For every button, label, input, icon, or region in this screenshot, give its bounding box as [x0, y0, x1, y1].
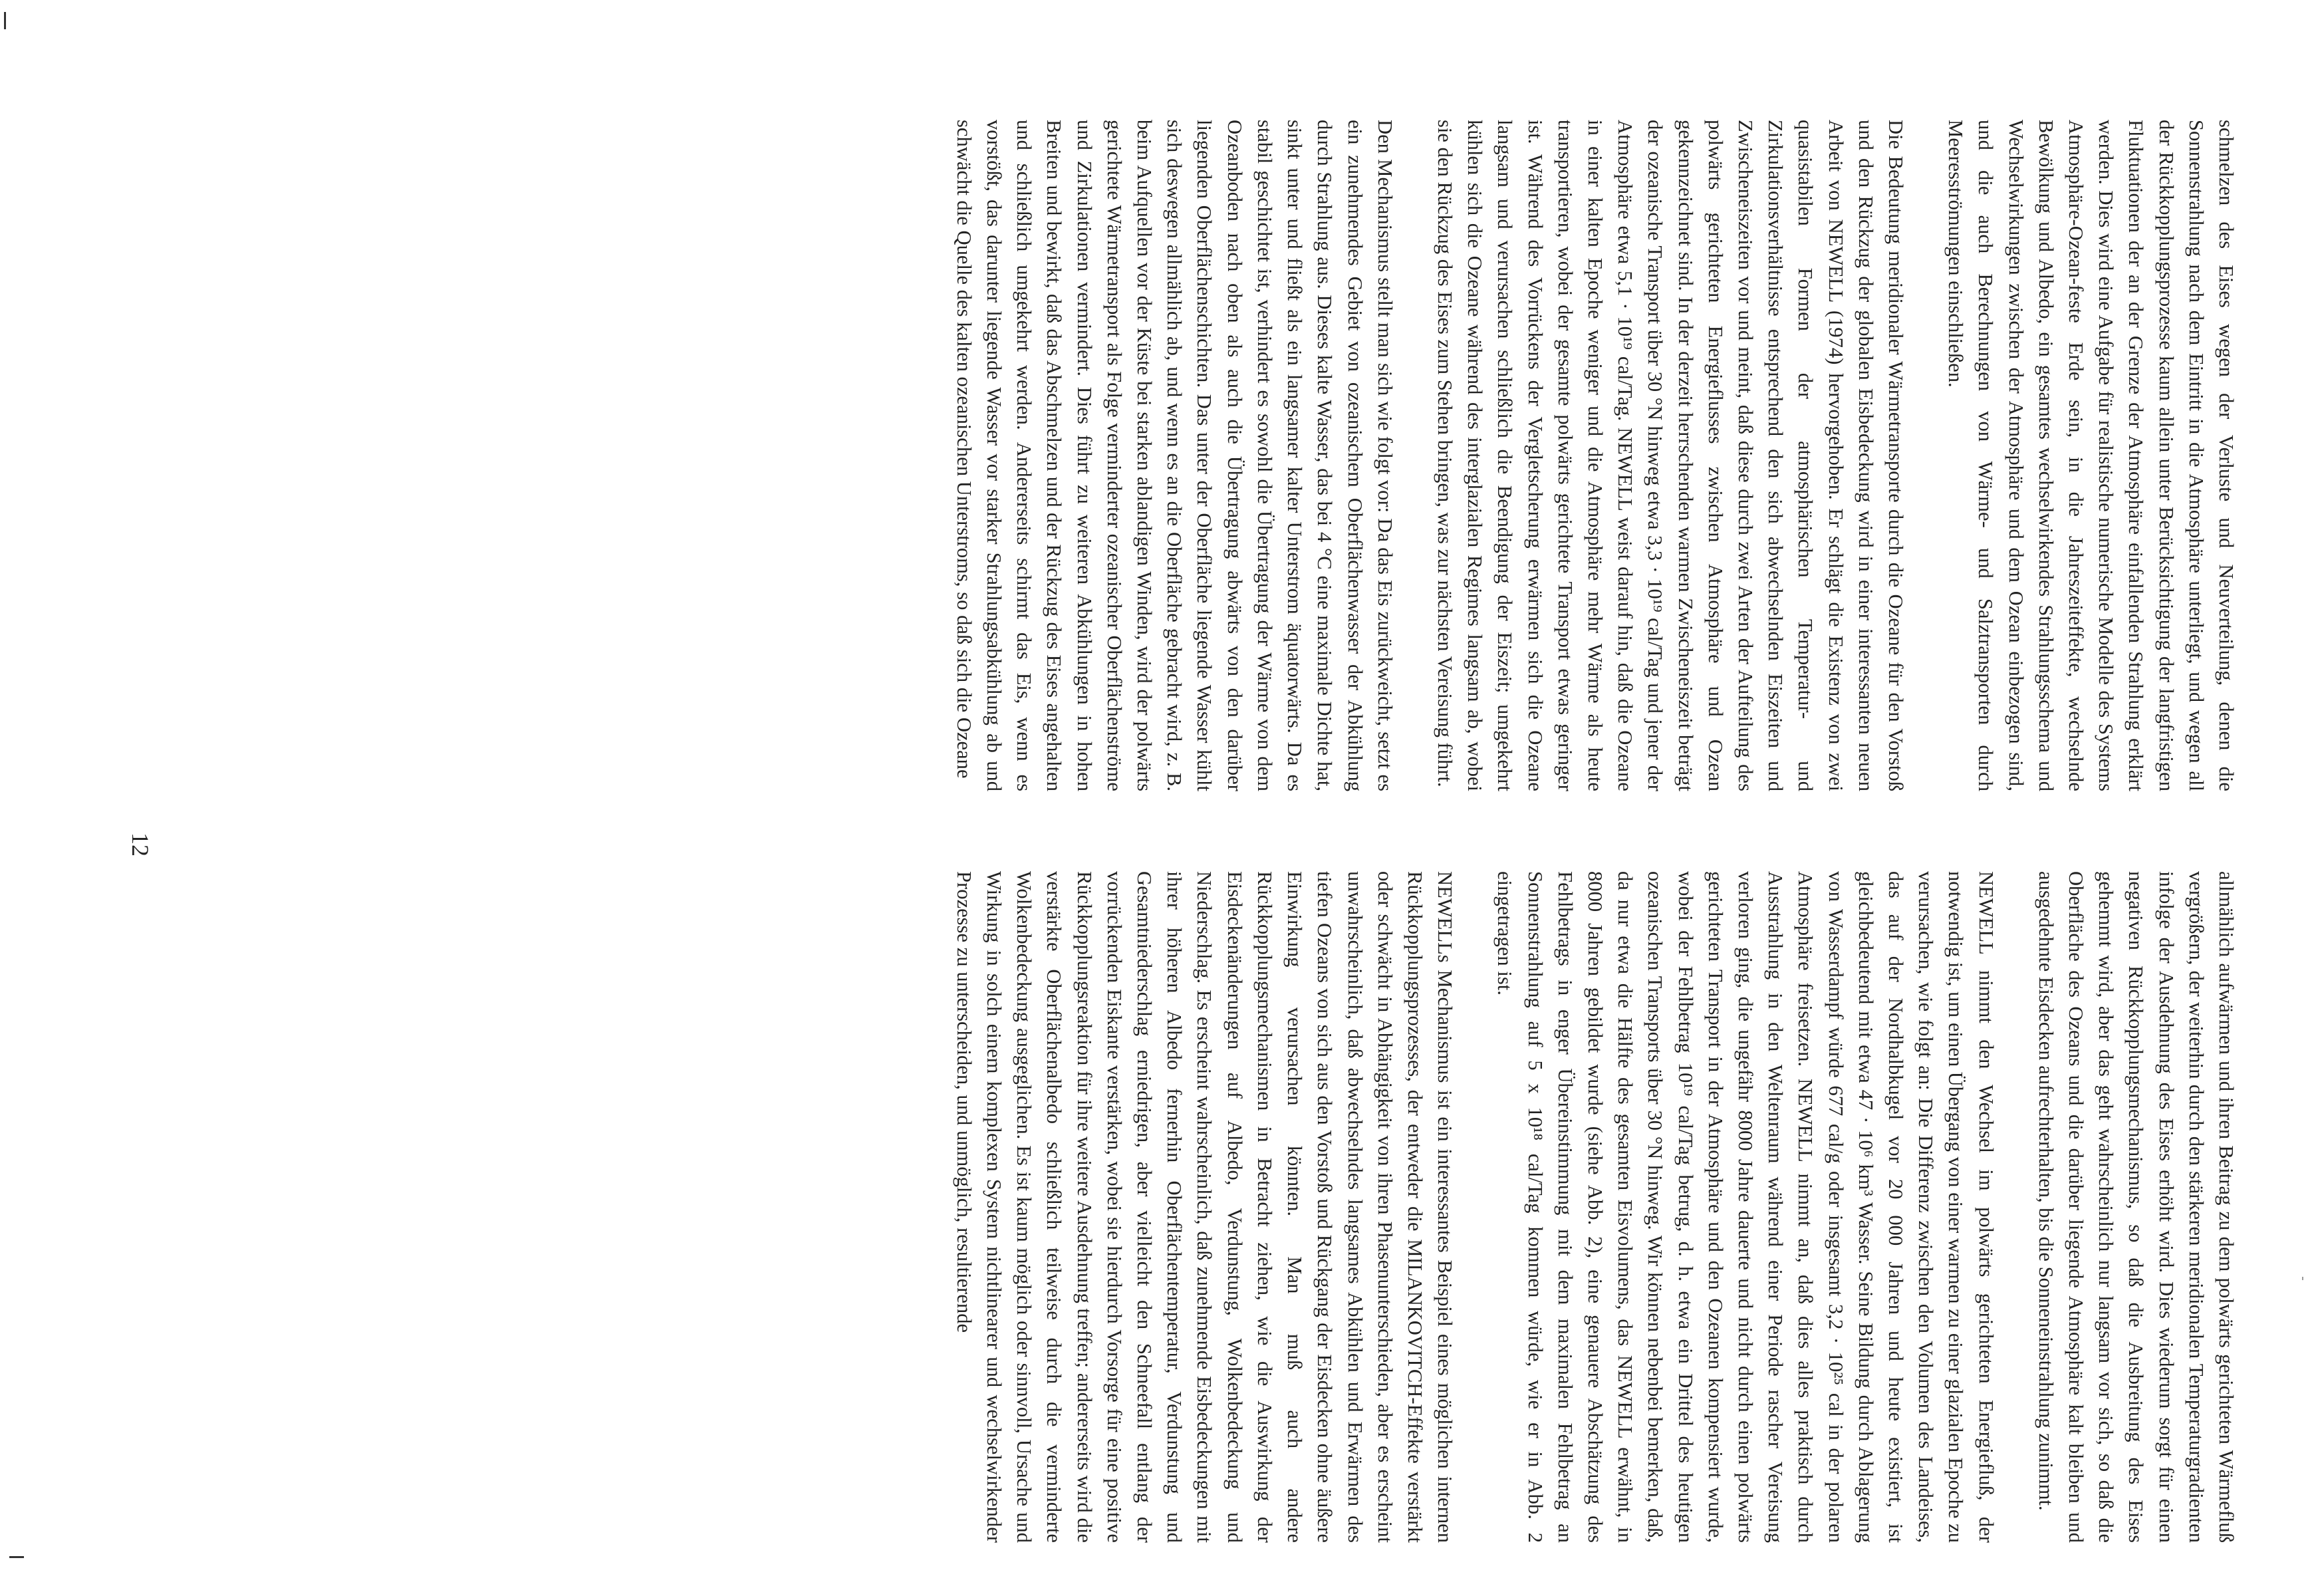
- scan-speck: [2302, 1277, 2303, 1280]
- paragraph: NEWELL nimmt den Wechsel im polwärts gerichteten Energiefluß, der notwendig ist, um einen Übergang von einer warmen zu einer glazialen Epoche zu verursachen, wie folgt an: Die Differenz zwischen den Volumen des Landeises, das auf der Nordhalbkugel vor 20 000 Jahren und heute existiert, ist gleichbedeutend mit etwa 47 · 10⁶ km³ Wasser. Seine Bildung durch Ablagerung von Wasserdampf würde 677 cal/g oder insgesamt 3,2 · 10²⁵ cal in der polaren Atmosphäre freisetzen. NEWELL nimmt an, daß dies alles praktisch durch Ausstrahlung in den Weltenraum während einer Periode rascher Vereisung verloren ging, die ungefähr 8000 Jahre dauerte und nicht durch einen polwärts gerichteten Transport in der Atmosphäre und den Ozeanen kompensiert wurde, wobei der Fehlbetrag 10¹⁹ cal/Tag betrug, d. h. etwa ein Drittel des heutigen ozeanischen Transports über 30 °N hinweg. Wir können nebenbei bemerken, daß, da nur etwa die Hälfte des gesamten Eisvolumens, das NEWELL erwähnt, in 8000 Jahren gebildet wurde (siehe Abb. 2), eine genauere Abschätzung des Fehlbetrags in enger Übereinstimmung mit dem maximalen Fehlbetrag an Sonnenstrahlung auf 5 x 10¹⁸ cal/Tag kommen würde, wie er in Abb. 2 eingetragen ist.: [1493, 871, 1997, 1543]
- paragraph: Die Bedeutung meridionaler Wärmetransporte durch die Ozeane für den Vorstoß und den Rückzug der globalen Eisbedeckung wird in einer interessanten neuen Arbeit von NEWELL (1974) hervorgehoben. Er schlägt die Existenz von zwei quasistabilen Formen der atmosphärischen Temperatur- und Zirkulationsverhältnisse entsprechend den sich abwechselnden Eiszeiten und Zwischeneiszeiten vor und meint, daß diese durch zwei Arten der Aufteilung des polwärts gerichteten Energieflusses zwischen Atmosphäre und Ozean gekennzeichnet sind. In der derzeit herrschenden warmen Zwischeneiszeit beträgt der ozeanische Transport über 30 °N hinweg etwa 3,3 · 10¹⁹ cal/Tag und jener der Atmosphäre etwa 5,1 · 10¹⁹ cal/Tag. NEWELL weist darauf hin, daß die Ozeane in einer kalten Epoche weniger und die Atmosphäre mehr Wärme als heute transportieren, wobei der gesamte polwärts gerichtete Transport etwas geringer ist. Während des Vorrückens der Vergletscherung erwärmen sich die Ozeane langsam und verursachen schließlich die Beendigung der Eiszeit; umgekehrt kühlen sich die Ozeane während des interglazialen Regimes langsam ab, wobei sie den Rückzug des Eises zum Stehen bringen, was zur nächsten Vereisung führt.: [1433, 120, 1907, 791]
- rotated-book-page: [113, 120, 2241, 1556]
- page-number: 12: [127, 833, 154, 857]
- left-text-column: [213, 120, 2241, 791]
- paragraph: schmelzen des Eises wegen der Verluste und Neuverteilung, denen die Sonnenstrahlung nach dem Eintritt in die Atmosphäre unterliegt, und wegen all der Rückkopplungsprozesse kaum allein unter Berücksichtigung der langfristigen Fluktuationen der an der Grenze der Atmosphäre einfallenden Strahlung erklärt werden. Dies wird eine Aufgabe für realistische numerische Modelle des Systems Atmosphäre-Ozean-feste Erde sein, in die Jahreszeiteffekte, wechselnde Bewölkung und Albedo, ein gesamtes wechselwirkendes Strahlungsschema und Wechselwirkungen zwischen der Atmosphäre und dem Ozean einbezogen sind, und die auch Berechnungen von Wärme- und Salztransporten durch Meeresströmungen einschließen.: [1944, 120, 2238, 791]
- right-text-column: [213, 871, 2241, 1543]
- paragraph: Den Mechanismus stellt man sich wie folgt vor: Da das Eis zurückweicht, setzt es ein zunehmendes Gebiet von ozeanischem Oberflächenwasser der Abkühlung durch Strahlung aus. Dieses kalte Wasser, das bei 4 °C eine maximale Dichte hat, sinkt unter und fließt als ein langsamer kalter Unterstrom äquatorwärts. Da es stabil geschichtet ist, verhindert es sowohl die Übertragung der Wärme von dem Ozeanboden nach oben als auch die Übertragung abwärts von den darüber liegenden Oberflächenschichten. Das unter der Oberfläche liegende Wasser kühlt sich deswegen allmählich ab, und wenn es an die Oberfläche gebracht wird, z. B. beim Aufquellen vor der Küste bei starken ablandigen Winden, wird der polwärts gerichtete Wärmetransport als Folge verminderter ozeanischer Oberflächenströme und Zirkulationen vermindert. Dies führt zu weiteren Abkühlungen in hohen Breiten und bewirkt, daß das Abschmelzen und der Rückzug des Eises angehalten und schließlich umgekehrt werden. Andererseits schirmt das Eis, wenn es vorstößt, das darunter liegende Wasser vor starker Strahlungsabkühlung ab und schwächt die Quelle des kalten ozeanischen Unterstroms, so daß sich die Ozeane: [952, 120, 1396, 791]
- scan-mark: [4, 12, 6, 29]
- paragraph: allmählich aufwärmen und ihren Beitrag zu dem polwärts gerichteten Wärmefluß vergrößern, der weiterhin durch den stärkeren meridionalen Temperaturgradienten infolge der Ausdehnung des Eises erhöht wird. Dies wiederum sorgt für einen negativen Rückkopplungsmechanismus, so daß die Ausbreitung des Eises gehemmt wird, aber das geht wahrscheinlich nur langsam vor sich, so daß die Oberfläche des Ozeans und die darüber liegende Atmosphäre kalt bleiben und ausgedehnte Eisdecken aufrechterhalten, bis die Sonneneinstrahlung zunimmt.: [2034, 871, 2238, 1543]
- paragraph: NEWELLs Mechanismus ist ein interessantes Beispiel eines möglichen internen Rückkopplungsprozesses, der entweder die MILANKOVITCH-Effekte verstärkt oder schwächt in Abhängigkeit von ihren Phasenunterschieden, aber es erscheint unwahrscheinlich, daß abwechselndes langsames Abkühlen und Erwärmen des tiefen Ozeans von sich aus den Vorstoß und Rückgang der Eisdecken ohne äußere Einwirkung verursachen könnten. Man muß auch andere Rückkopplungsmechanismen in Betracht ziehen, wie die Auswirkung der Eisdeckenänderungen auf Albedo, Verdunstung, Wolkenbedeckung und Niederschlag. Es erscheint wahrscheinlich, daß zunehmende Eisbedeckungen mit ihrer höheren Albedo fernerhin Oberflächentemperatur, Verdunstung und Gesamtniederschlag erniedrigen, aber vielleicht den Schneefall entlang der vorrückenden Eiskante verstärken, wobei sie hierdurch Vorsorge für eine positive Rückkopplungsreaktion für ihre weitere Ausdehnung treffen; andererseits wird die verstärkte Oberflächenalbedo schließlich teilweise durch die verminderte Wolkenbedeckung ausgeglichen. Es ist kaum möglich oder sinnvoll, Ursache und Wirkung in solch einem komplexen System nichtlinearer und wechselwirkender Prozesse zu unterscheiden, und unmöglich, resultierende: [952, 871, 1457, 1543]
- scan-mark: [9, 1556, 24, 1558]
